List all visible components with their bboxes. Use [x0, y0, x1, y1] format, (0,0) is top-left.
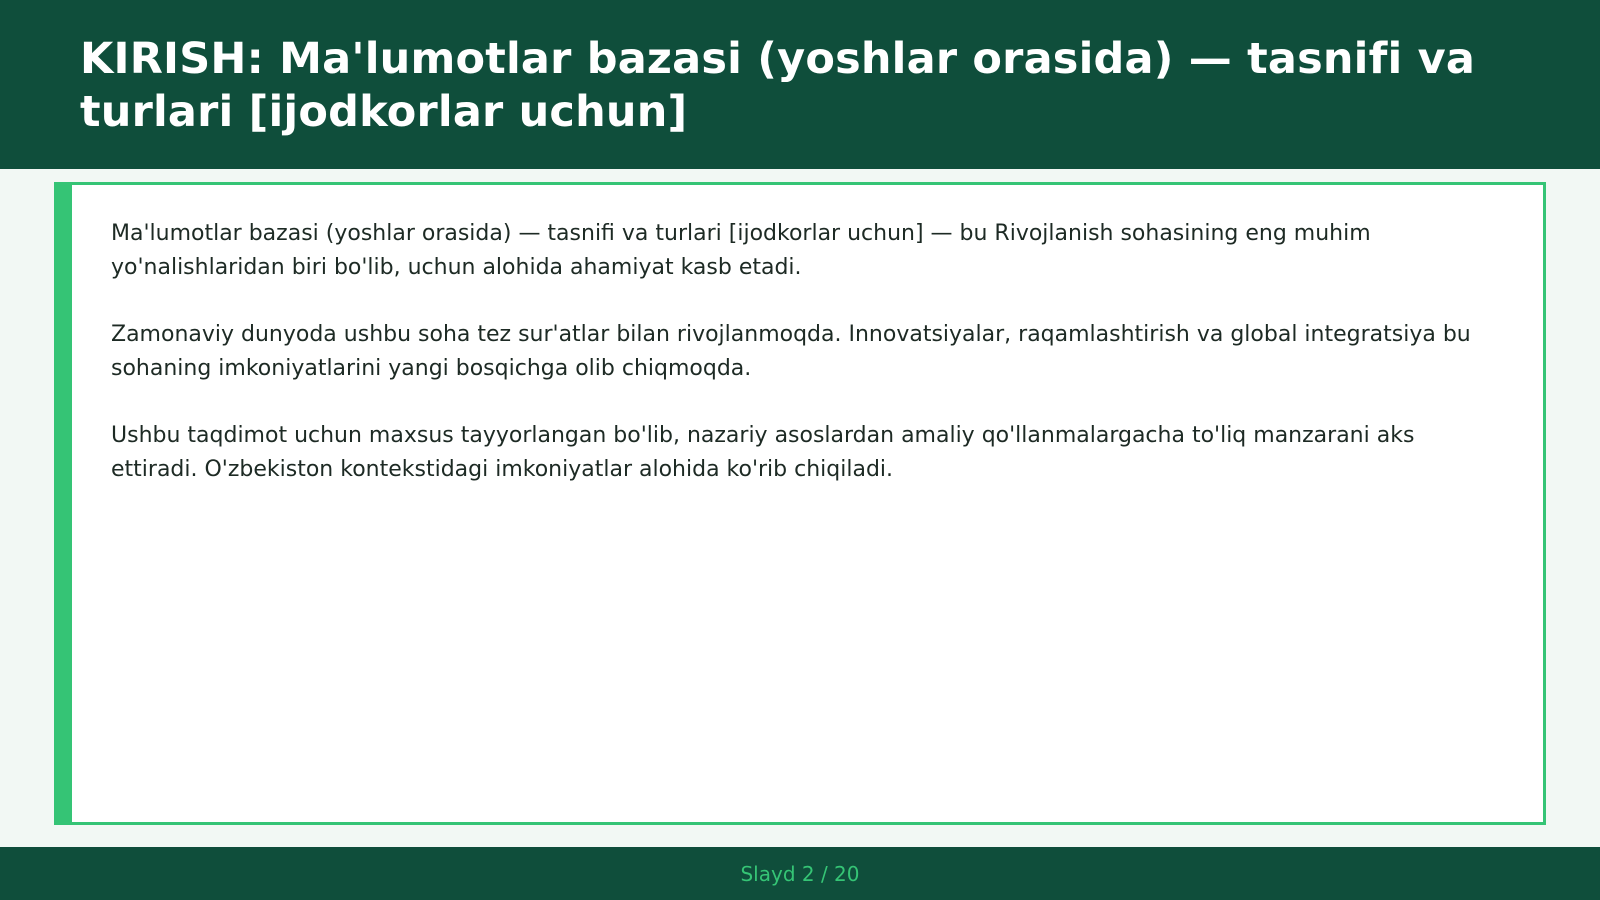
content-card: [54, 182, 1546, 825]
slide-header: [0, 0, 1600, 169]
intro-paragraph: Ma'lumotlar bazasi (yoshlar orasida) — tasnifi va turlari [ijodkorlar uchun] — bu Rivojlanish sohasining eng muhim yo'nalishlaridan biri bo'lib, uchun alohida ahamiyat kasb etadi.: [111, 221, 1371, 280]
modern-world-paragraph: Zamonaviy dunyoda ushbu soha tez sur'atlar bilan rivojlanmoqda. Innovatsiyalar, raqamlashtirish va global integratsiya bu sohaning imkoniyatlarini yangi bosqichga olib chiqmoqda.: [111, 322, 1471, 381]
presentation-purpose-paragraph: Ushbu taqdimot uchun maxsus tayyorlangan bo'lib, nazariy asoslardan amaliy qo'llanmalargacha to'liq manzarani aks ettiradi. O'zbekiston kontekstidagi imkoniyatlar alohida ko'rib chiqiladi.: [111, 423, 1415, 482]
slide-counter: Slayd 2 / 20: [740, 861, 860, 886]
slide-footer: [0, 847, 1600, 900]
slide-title: KIRISH: Ma'lumotlar bazasi (yoshlar orasida) — tasnifi va turlari [ijodkorlar uchun]: [80, 34, 1476, 137]
